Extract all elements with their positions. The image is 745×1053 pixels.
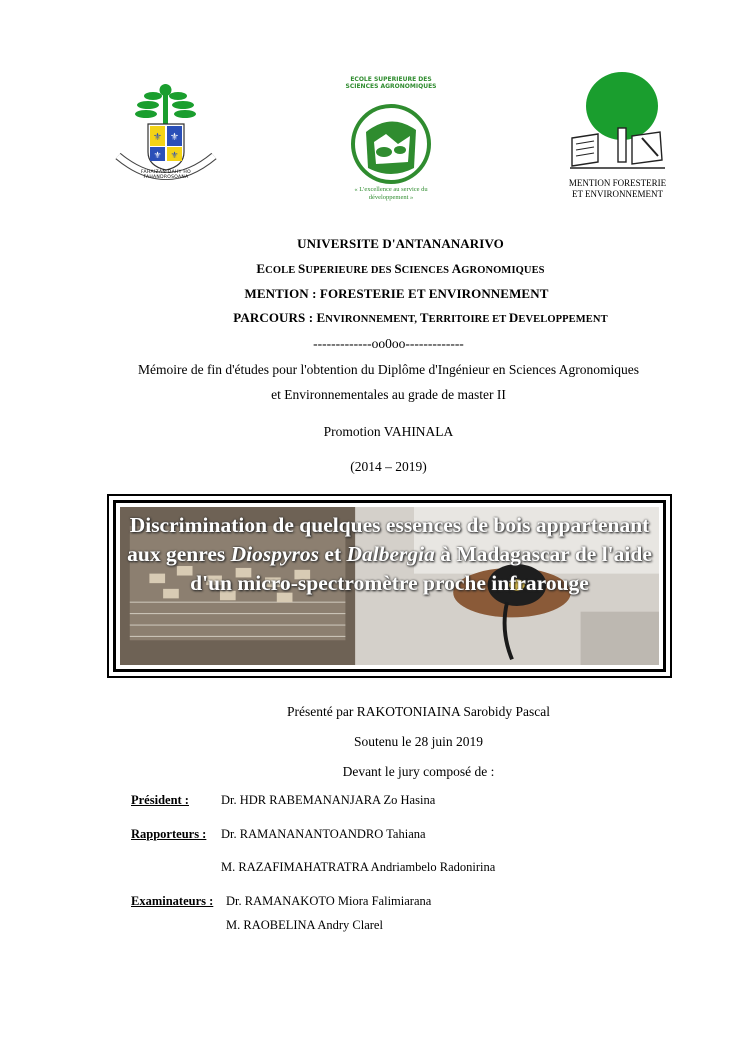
jury-examinateurs-label: Examinateurs : bbox=[131, 894, 214, 908]
university-crest-logo bbox=[110, 78, 222, 190]
svg-text:⚜: ⚜ bbox=[153, 150, 162, 160]
promotion: Promotion VAHINALA bbox=[323, 424, 454, 439]
mention-logo-line2: ET ENVIRONNEMENT bbox=[571, 189, 664, 199]
title-box-inner-border bbox=[113, 500, 666, 672]
defense-date: Soutenu le 28 juin 2019 bbox=[354, 734, 483, 749]
svg-text:⚜: ⚜ bbox=[170, 132, 179, 143]
university-motto: FAHAIZAN-DAHY HO FAHANDROSOANA bbox=[141, 170, 191, 180]
essa-motto-line1: « L'excellence au service du bbox=[354, 186, 428, 193]
jury-examinateur-2: M. RAOBELINA Andry Clarel bbox=[226, 918, 383, 932]
university-name: UNIVERSITE D'ANTANANARIVO bbox=[297, 236, 504, 251]
thesis-title: Discrimination de quelques essences de bois appartenant aux genres Diospyros et Dalbergia à Madagascar de l'aide d'un micro-spectromètre proche infrarouge bbox=[127, 513, 652, 595]
essa-arc-text: ECOLE SUPERIEURE DES SCIENCES AGRONOMIQUES bbox=[345, 76, 437, 90]
svg-text:⚜: ⚜ bbox=[170, 150, 179, 160]
jury-rapporteur-1: Dr. RAMANANANTOANDRO Tahiana bbox=[221, 827, 426, 841]
parcours-title: PARCOURS : ENVIRONNEMENT, TERRITOIRE ET DEVELOPPEMENT bbox=[233, 310, 608, 325]
presented-by: Présenté par RAKOTONIAINA Sarobidy Pascal bbox=[287, 704, 550, 719]
title-box bbox=[107, 494, 672, 678]
separator: -------------oo0oo------------- bbox=[313, 336, 464, 351]
jury-president-label: Président : bbox=[131, 793, 189, 807]
promotion-years: (2014 – 2019) bbox=[350, 459, 427, 474]
jury-rapporteurs-label: Rapporteurs : bbox=[131, 827, 207, 841]
mention-title: MENTION : FORESTERIE ET ENVIRONNEMENT bbox=[244, 286, 549, 301]
mention-logo-line1: MENTION FORESTERIE bbox=[568, 178, 667, 188]
memoire-line2: et Environnementales au grade de master II bbox=[271, 387, 506, 402]
jury-president: Dr. HDR RABEMANANJARA Zo Hasina bbox=[221, 793, 436, 807]
svg-text:⚜: ⚜ bbox=[153, 132, 162, 143]
essa-motto-line2: développement » bbox=[368, 194, 414, 201]
memoire-line1: Mémoire de fin d'études pour l'obtention du Diplôme d'Ingénieur en Sciences Agronomiques bbox=[137, 362, 640, 377]
mention-foresterie-logo bbox=[560, 70, 675, 202]
genus-diospyros: Diospyros bbox=[230, 542, 320, 566]
jury-rapporteur-2: M. RAZAFIMAHATRATRA Andriambelo Radonirina bbox=[221, 860, 496, 874]
essa-school-logo bbox=[336, 72, 446, 207]
genus-dalbergia: Dalbergia bbox=[346, 542, 435, 566]
jury-examinateur-1: Dr. RAMANAKOTO Miora Falimiarana bbox=[226, 894, 432, 908]
jury-intro: Devant le jury composé de : bbox=[342, 764, 495, 779]
school-name: ECOLE SUPERIEURE DES SCIENCES AGRONOMIQUES bbox=[256, 261, 545, 276]
